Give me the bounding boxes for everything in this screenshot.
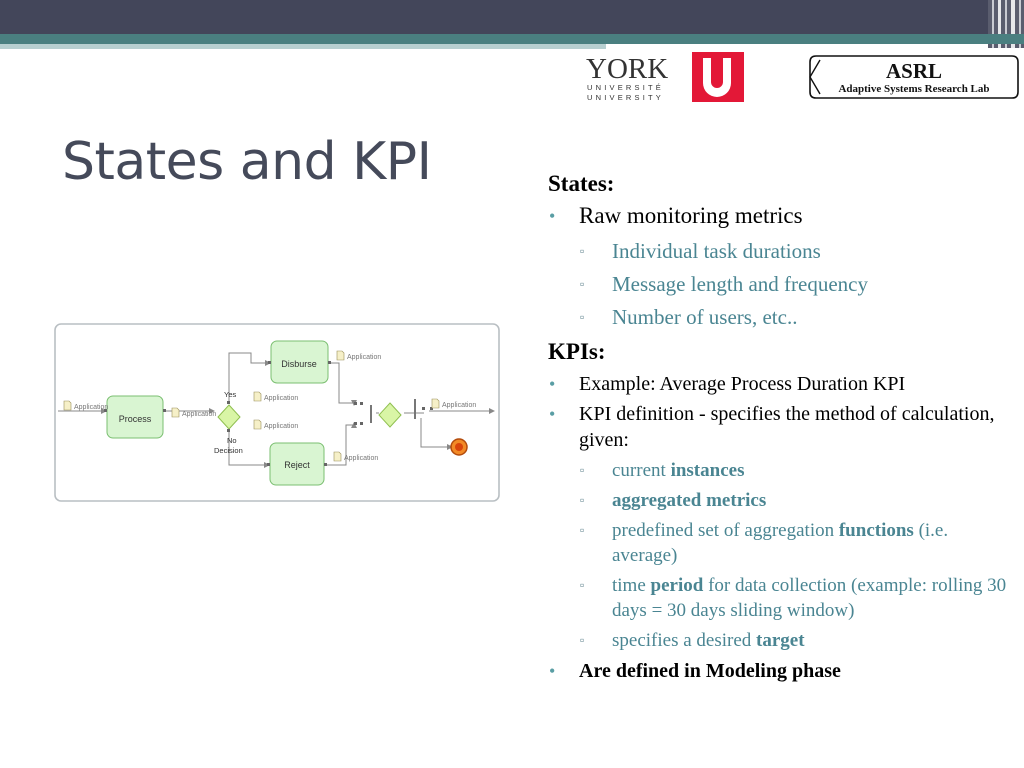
- kpi-definition: [548, 401, 1008, 453]
- bullet-square-icon: ▫: [580, 493, 585, 507]
- bullet-square-icon: ▫: [580, 310, 585, 324]
- bullet-dot-icon: •: [549, 374, 556, 394]
- doc-label-1: Application: [74, 404, 109, 411]
- york-logo-word: YORK: [586, 53, 669, 85]
- kpi-subitem: [548, 628, 1008, 653]
- bullet-square-icon: ▫: [580, 523, 585, 537]
- process-diagram: [54, 323, 500, 502]
- doc-label-7: Application: [442, 402, 477, 409]
- kpi-subitem-post: (i.e. average): [612, 520, 949, 566]
- bullet-dot-icon: •: [549, 661, 556, 681]
- bullet-dot-icon: •: [549, 206, 556, 226]
- kpi-subitem-pre: time: [612, 575, 651, 596]
- kpi-subitem: [548, 488, 1008, 513]
- states-item: [548, 201, 1008, 231]
- kpi-subitem-pre: specifies a desired: [612, 630, 757, 651]
- states-subitem: [548, 304, 1008, 330]
- bullet-square-icon: ▫: [580, 244, 585, 258]
- accent-line: [0, 44, 606, 49]
- kpi-subitem: [548, 458, 1008, 483]
- task-reject: Reject: [284, 460, 310, 470]
- states-subitem-text: Individual task durations: [612, 239, 821, 263]
- states-subitem: [548, 271, 1008, 297]
- states-subitem: [548, 238, 1008, 264]
- gateway-no-label: No: [227, 436, 237, 445]
- york-logo-line1: UNIVERSITÉ: [587, 83, 665, 92]
- kpi-final: [548, 658, 1008, 684]
- states-item-text: Raw monitoring metrics: [579, 203, 803, 228]
- bullet-square-icon: ▫: [580, 277, 585, 291]
- kpi-example: [548, 371, 1008, 397]
- kpi-final-text: Are defined in Modeling phase: [579, 660, 841, 682]
- kpi-subitem-pre: current: [612, 460, 671, 481]
- bullet-dot-icon: •: [549, 404, 556, 424]
- kpi-subitem-bold: period: [650, 575, 704, 596]
- doc-label-3: Application: [347, 354, 382, 361]
- kpi-subitem-bold: functions: [838, 520, 914, 541]
- kpi-subitem-bold: target: [756, 630, 805, 651]
- kpis-heading: KPIs:: [548, 339, 606, 364]
- doc-label-2: Application: [182, 411, 217, 418]
- kpi-subitem: [548, 518, 1008, 568]
- doc-label-6: Application: [344, 455, 379, 462]
- kpi-subitem-post: for data collection (example: rolling 30 days = 30 days sliding window): [612, 575, 1007, 621]
- kpi-subitem: [548, 573, 1008, 623]
- bullet-square-icon: ▫: [580, 578, 585, 592]
- asrl-logo-subtitle: Adaptive Systems Research Lab: [838, 83, 990, 95]
- slide-title: States and KPI: [62, 132, 432, 192]
- task-process: Process: [118, 414, 152, 424]
- doc-label-5: Application: [264, 423, 299, 430]
- kpi-subitem-bold: aggregated metrics: [612, 490, 767, 511]
- york-logo-line2: UNIVERSITY: [587, 93, 665, 102]
- york-university-logo: [584, 52, 749, 104]
- slide-content: [548, 169, 1008, 688]
- doc-label-4: Application: [264, 395, 299, 402]
- states-subitem-text: Number of users, etc..: [612, 305, 798, 329]
- states-subitem-text: Message length and frequency: [612, 272, 868, 296]
- bullet-square-icon: ▫: [580, 463, 585, 477]
- top-bar: [0, 0, 1024, 34]
- bullet-square-icon: ▫: [580, 633, 585, 647]
- asrl-logo-name: ASRL: [885, 59, 943, 83]
- gateway-yes-label: Yes: [224, 390, 237, 399]
- kpi-definition-text: KPI definition - specifies the method of calculation, given:: [579, 403, 995, 451]
- kpi-subitem-pre: predefined set of aggregation: [612, 520, 839, 541]
- accent-band: [0, 34, 1024, 44]
- kpi-subitem-bold: instances: [670, 460, 745, 481]
- states-heading: States:: [548, 171, 615, 196]
- task-disburse: Disburse: [281, 359, 317, 369]
- asrl-logo: [808, 52, 1020, 102]
- kpi-example-text: Example: Average Process Duration KPI: [579, 373, 906, 395]
- gateway-decision-label: Decision: [214, 446, 243, 455]
